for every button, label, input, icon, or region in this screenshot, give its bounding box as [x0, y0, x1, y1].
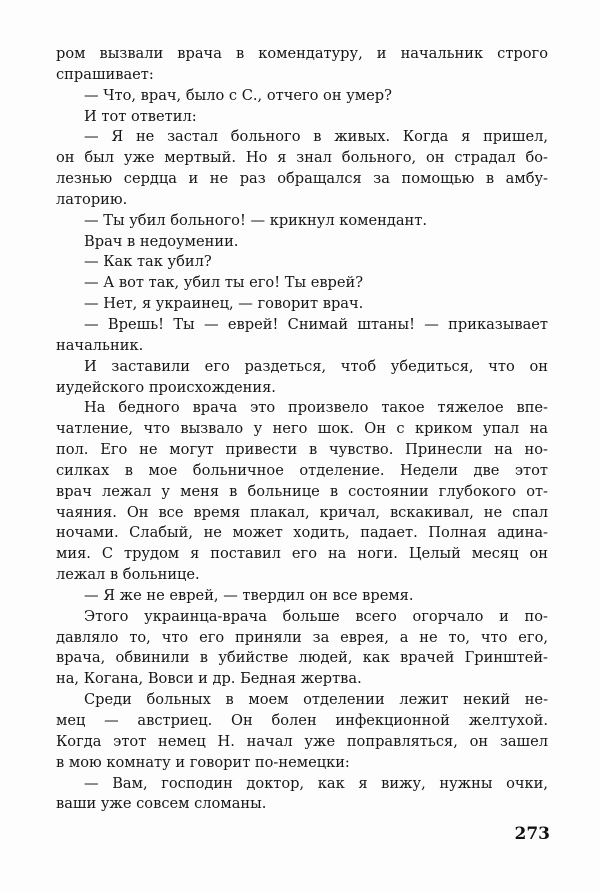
text-line: — Врешь! Ты — еврей! Снимай штаны! — приказывает [84, 315, 548, 333]
text-line: — А вот так, убил ты его! Ты еврей? [84, 274, 364, 292]
text-line: силках в мое больничное отделение. Недели две этот [56, 461, 548, 479]
text-line: — Я же не еврей, — твердил он все время. [84, 586, 414, 604]
text-line: — Ты убил больного! — крикнул комендант. [84, 211, 427, 229]
text-line: латорию. [56, 190, 128, 208]
text-line: он был уже мертвый. Но я знал больного, он страдал бо- [56, 149, 548, 167]
text-line: — Вам, господин доктор, как я вижу, нужны очки, [84, 774, 548, 792]
text-line: — Как так убил? [84, 253, 212, 271]
text-line: врач лежал у меня в больнице в состоянии глубокого от- [56, 482, 548, 500]
text-line: ночами. Слабый, не может ходить, падает. Полная адина- [56, 524, 548, 542]
text-line: Когда этот немец Н. начал уже поправляться, он зашел [56, 732, 548, 750]
text-line: Этого украинца-врача больше всего огорчало и по- [84, 607, 548, 625]
text-line: начальник. [56, 336, 144, 354]
body-text [56, 44, 548, 815]
text-line: — Нет, я украинец, — говорит врач. [84, 295, 364, 313]
text-line: И тот ответил: [84, 107, 197, 125]
text-line: Врач в недоумении. [84, 232, 239, 250]
page-number: 273 [514, 824, 550, 844]
text-line: мия. С трудом я поставил его на ноги. Целый месяц он [56, 545, 548, 563]
text-line: на, Когана, Вовси и др. Бедная жертва. [56, 670, 362, 688]
text-line: чатление, что вызвало у него шок. Он с криком упал на [56, 420, 548, 438]
text-line: давляло то, что его приняли за еврея, а не то, что его, [56, 628, 548, 646]
text-line: в мою комнату и говорит по-немецки: [56, 753, 350, 771]
text-line: спрашивает: [56, 65, 154, 83]
text-line: ваши уже совсем сломаны. [56, 795, 267, 813]
text-line: — Я не застал больного в живых. Когда я пришел, [84, 128, 548, 146]
text-line: чаяния. Он все время плакал, кричал, вскакивал, не спал [56, 503, 548, 521]
text-line: врача, обвинили в убийстве людей, как врачей Гринштей- [56, 649, 548, 667]
text-line: лезнью сердца и не раз обращался за помощью в амбу- [56, 170, 548, 188]
text-line: мец — австриец. Он болен инфекционной желтухой. [56, 712, 548, 729]
text-line: На бедного врача это произвело такое тяжелое впе- [84, 399, 548, 417]
text-line: пол. Его не могут привести в чувство. Принесли на но- [56, 441, 548, 459]
text-line: — Что, врач, было с С., отчего он умер? [84, 86, 392, 104]
text-line: лежал в больнице. [56, 566, 200, 584]
text-line: ром вызвали врача в комендатуру, и начальник строго [56, 45, 548, 62]
text-line: И заставили его раздеться, чтоб убедиться, что он [84, 357, 548, 375]
text-line: иудейского происхождения. [56, 378, 276, 396]
text-line: Среди больных в моем отделении лежит некий не- [84, 691, 548, 709]
